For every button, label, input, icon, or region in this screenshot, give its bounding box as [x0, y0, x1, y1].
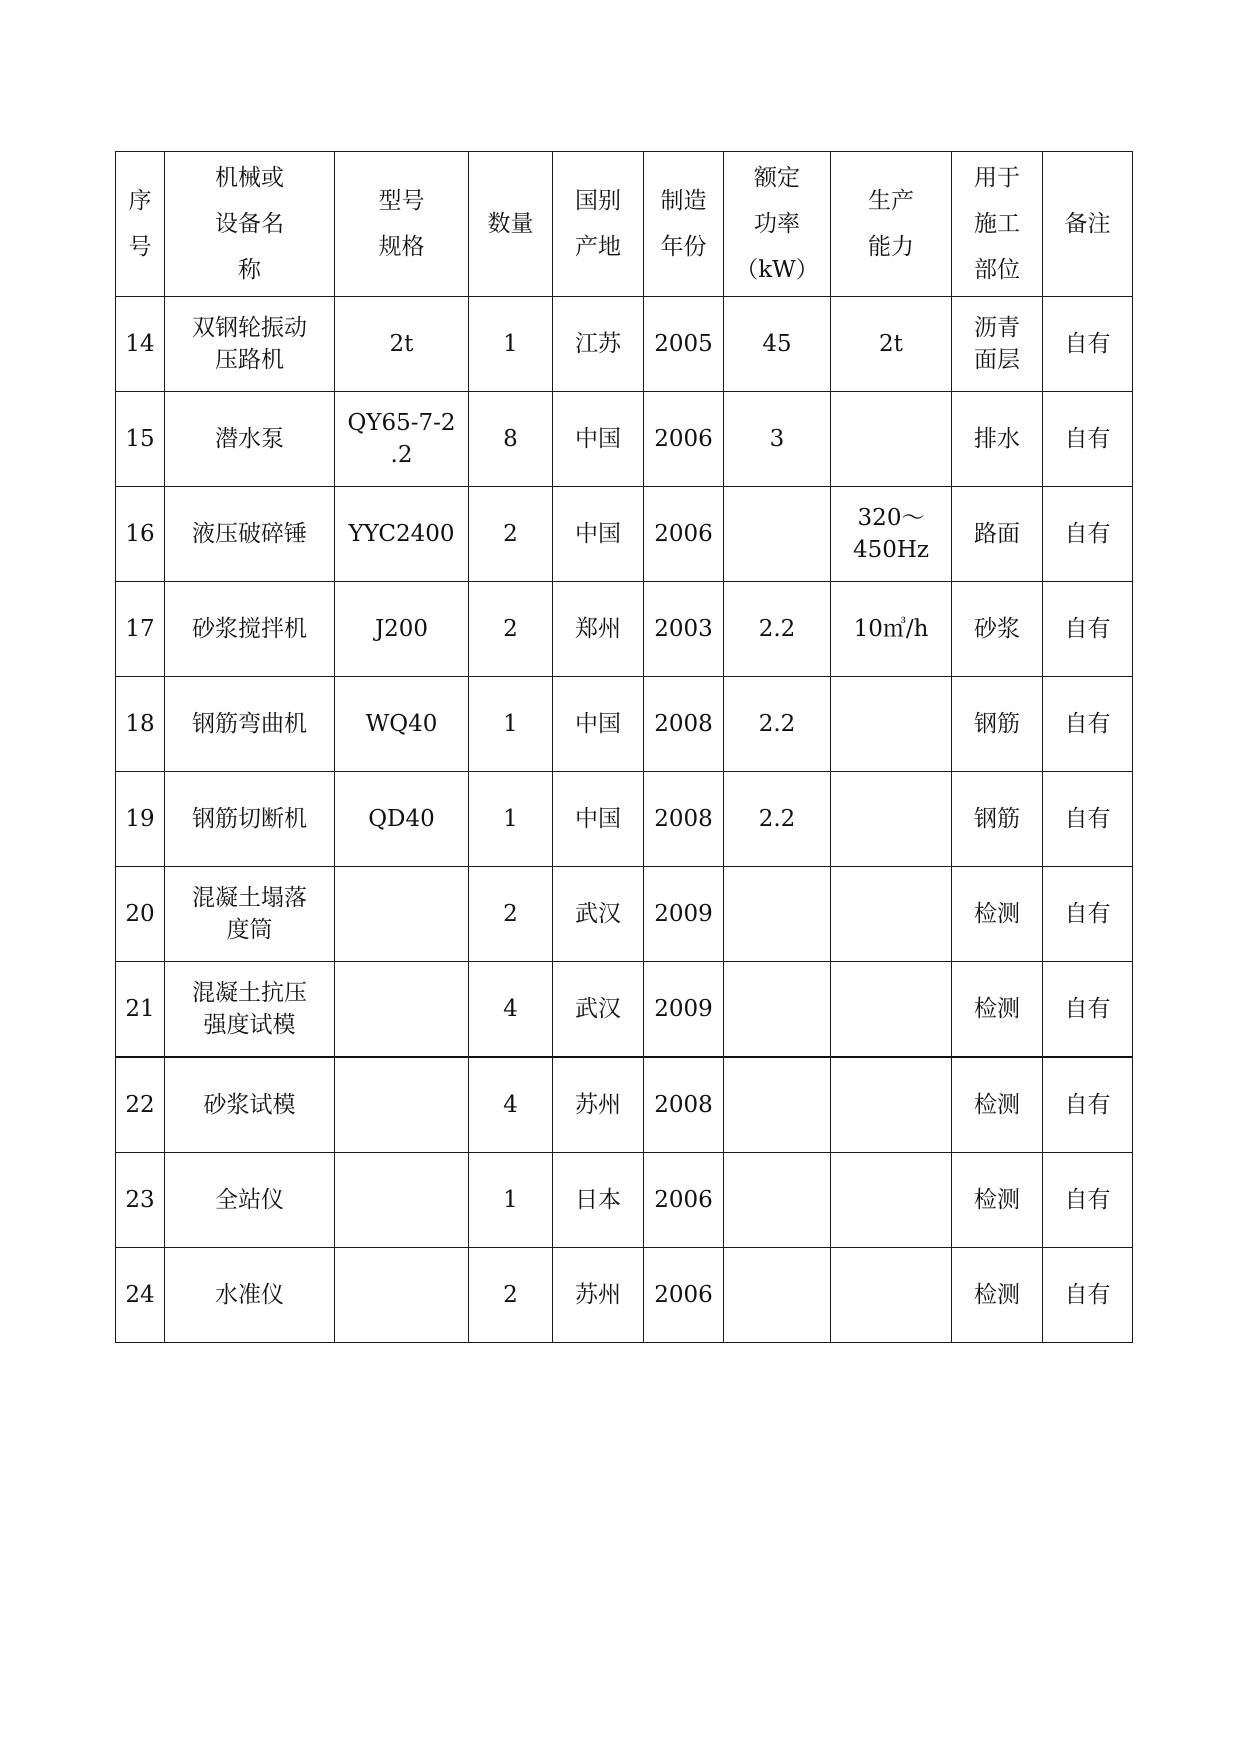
cell-seq: 18: [116, 677, 165, 772]
cell-equipment-name: 全站仪: [165, 1153, 335, 1248]
table-row: [116, 297, 1133, 392]
cell-used-for: 沥青 面层: [952, 297, 1043, 392]
cell-used-for: 检测: [952, 1057, 1043, 1153]
cell-quantity: 2: [469, 1248, 553, 1343]
cell-quantity: 1: [469, 772, 553, 867]
cell-origin: 武汉: [553, 867, 644, 962]
cell-seq: 19: [116, 772, 165, 867]
cell-equipment-name: 钢筋弯曲机: [165, 677, 335, 772]
cell-year: 2006: [644, 1153, 724, 1248]
cell-model-spec: [335, 1248, 469, 1343]
cell-remarks: 自有: [1043, 297, 1133, 392]
cell-model-spec: QD40: [335, 772, 469, 867]
cell-used-for: 检测: [952, 1153, 1043, 1248]
cell-seq: 17: [116, 582, 165, 677]
cell-model-spec: [335, 867, 469, 962]
cell-quantity: 2: [469, 582, 553, 677]
cell-capacity: [831, 392, 952, 487]
header-cell-used-for: 用于 施工 部位: [952, 152, 1043, 297]
cell-equipment-name: 潜水泵: [165, 392, 335, 487]
table-row: [116, 677, 1133, 772]
cell-origin: 苏州: [553, 1057, 644, 1153]
table-row: [116, 487, 1133, 582]
cell-remarks: 自有: [1043, 772, 1133, 867]
cell-capacity: 10㎥/h: [831, 582, 952, 677]
cell-quantity: 2: [469, 867, 553, 962]
cell-quantity: 1: [469, 297, 553, 392]
cell-origin: 日本: [553, 1153, 644, 1248]
cell-seq: 24: [116, 1248, 165, 1343]
cell-origin: 中国: [553, 392, 644, 487]
cell-model-spec: J200: [335, 582, 469, 677]
header-cell-remarks: 备注: [1043, 152, 1133, 297]
cell-capacity: 320～ 450Hz: [831, 487, 952, 582]
cell-used-for: 路面: [952, 487, 1043, 582]
cell-capacity: [831, 962, 952, 1058]
cell-remarks: 自有: [1043, 1153, 1133, 1248]
cell-equipment-name: 砂浆搅拌机: [165, 582, 335, 677]
cell-equipment-name: 液压破碎锤: [165, 487, 335, 582]
cell-seq: 15: [116, 392, 165, 487]
cell-model-spec: [335, 1153, 469, 1248]
cell-origin: 郑州: [553, 582, 644, 677]
cell-equipment-name: 双钢轮振动 压路机: [165, 297, 335, 392]
cell-equipment-name: 混凝土抗压 强度试模: [165, 962, 335, 1058]
table-row: [116, 582, 1133, 677]
table-row: [116, 1057, 1133, 1153]
header-cell-rated-power: 额定 功率 （kW）: [724, 152, 831, 297]
cell-capacity: [831, 1153, 952, 1248]
header-cell-year: 制造 年份: [644, 152, 724, 297]
table-row: [116, 1153, 1133, 1248]
cell-year: 2006: [644, 487, 724, 582]
header-cell-quantity: 数量: [469, 152, 553, 297]
cell-rated-power: [724, 1248, 831, 1343]
cell-equipment-name: 砂浆试模: [165, 1057, 335, 1153]
cell-used-for: 检测: [952, 1248, 1043, 1343]
cell-remarks: 自有: [1043, 582, 1133, 677]
cell-rated-power: [724, 1153, 831, 1248]
cell-year: 2008: [644, 677, 724, 772]
cell-used-for: 钢筋: [952, 772, 1043, 867]
cell-seq: 21: [116, 962, 165, 1058]
cell-quantity: 1: [469, 677, 553, 772]
cell-seq: 20: [116, 867, 165, 962]
cell-used-for: 砂浆: [952, 582, 1043, 677]
cell-model-spec: [335, 962, 469, 1058]
cell-model-spec: [335, 1057, 469, 1153]
table-row: [116, 867, 1133, 962]
cell-rated-power: 2.2: [724, 677, 831, 772]
cell-year: 2008: [644, 772, 724, 867]
table-row: [116, 392, 1133, 487]
cell-used-for: 检测: [952, 962, 1043, 1058]
cell-seq: 16: [116, 487, 165, 582]
cell-year: 2009: [644, 867, 724, 962]
cell-used-for: 排水: [952, 392, 1043, 487]
cell-rated-power: [724, 1057, 831, 1153]
cell-remarks: 自有: [1043, 867, 1133, 962]
cell-quantity: 4: [469, 1057, 553, 1153]
cell-year: 2006: [644, 392, 724, 487]
cell-origin: 中国: [553, 677, 644, 772]
cell-remarks: 自有: [1043, 962, 1133, 1058]
header-cell-equipment-name: 机械或 设备名 称: [165, 152, 335, 297]
table-header-row: [116, 152, 1133, 297]
table-body: [116, 152, 1133, 1343]
table-row: [116, 1248, 1133, 1343]
cell-remarks: 自有: [1043, 1057, 1133, 1153]
table-row: [116, 962, 1133, 1058]
cell-rated-power: [724, 962, 831, 1058]
cell-origin: 苏州: [553, 1248, 644, 1343]
cell-equipment-name: 钢筋切断机: [165, 772, 335, 867]
cell-capacity: [831, 1057, 952, 1153]
cell-remarks: 自有: [1043, 487, 1133, 582]
cell-remarks: 自有: [1043, 392, 1133, 487]
cell-capacity: [831, 772, 952, 867]
cell-model-spec: 2t: [335, 297, 469, 392]
cell-seq: 23: [116, 1153, 165, 1248]
cell-year: 2009: [644, 962, 724, 1058]
cell-remarks: 自有: [1043, 677, 1133, 772]
cell-model-spec: QY65-7-2 .2: [335, 392, 469, 487]
cell-rated-power: 2.2: [724, 582, 831, 677]
cell-origin: 中国: [553, 772, 644, 867]
cell-year: 2006: [644, 1248, 724, 1343]
header-cell-origin: 国别 产地: [553, 152, 644, 297]
cell-origin: 武汉: [553, 962, 644, 1058]
cell-year: 2008: [644, 1057, 724, 1153]
cell-capacity: 2t: [831, 297, 952, 392]
equipment-table: [115, 151, 1133, 1343]
cell-rated-power: 2.2: [724, 772, 831, 867]
cell-used-for: 检测: [952, 867, 1043, 962]
cell-equipment-name: 混凝土塌落 度筒: [165, 867, 335, 962]
cell-rated-power: 45: [724, 297, 831, 392]
header-cell-capacity: 生产 能力: [831, 152, 952, 297]
cell-rated-power: [724, 487, 831, 582]
cell-rated-power: [724, 867, 831, 962]
cell-capacity: [831, 677, 952, 772]
header-cell-seq: 序 号: [116, 152, 165, 297]
cell-capacity: [831, 1248, 952, 1343]
cell-equipment-name: 水准仪: [165, 1248, 335, 1343]
header-cell-model-spec: 型号 规格: [335, 152, 469, 297]
cell-quantity: 8: [469, 392, 553, 487]
cell-year: 2005: [644, 297, 724, 392]
cell-origin: 江苏: [553, 297, 644, 392]
cell-seq: 14: [116, 297, 165, 392]
cell-year: 2003: [644, 582, 724, 677]
cell-model-spec: YYC2400: [335, 487, 469, 582]
cell-origin: 中国: [553, 487, 644, 582]
cell-quantity: 4: [469, 962, 553, 1058]
cell-quantity: 1: [469, 1153, 553, 1248]
cell-rated-power: 3: [724, 392, 831, 487]
cell-remarks: 自有: [1043, 1248, 1133, 1343]
cell-used-for: 钢筋: [952, 677, 1043, 772]
cell-model-spec: WQ40: [335, 677, 469, 772]
cell-seq: 22: [116, 1057, 165, 1153]
cell-capacity: [831, 867, 952, 962]
cell-quantity: 2: [469, 487, 553, 582]
table-row: [116, 772, 1133, 867]
